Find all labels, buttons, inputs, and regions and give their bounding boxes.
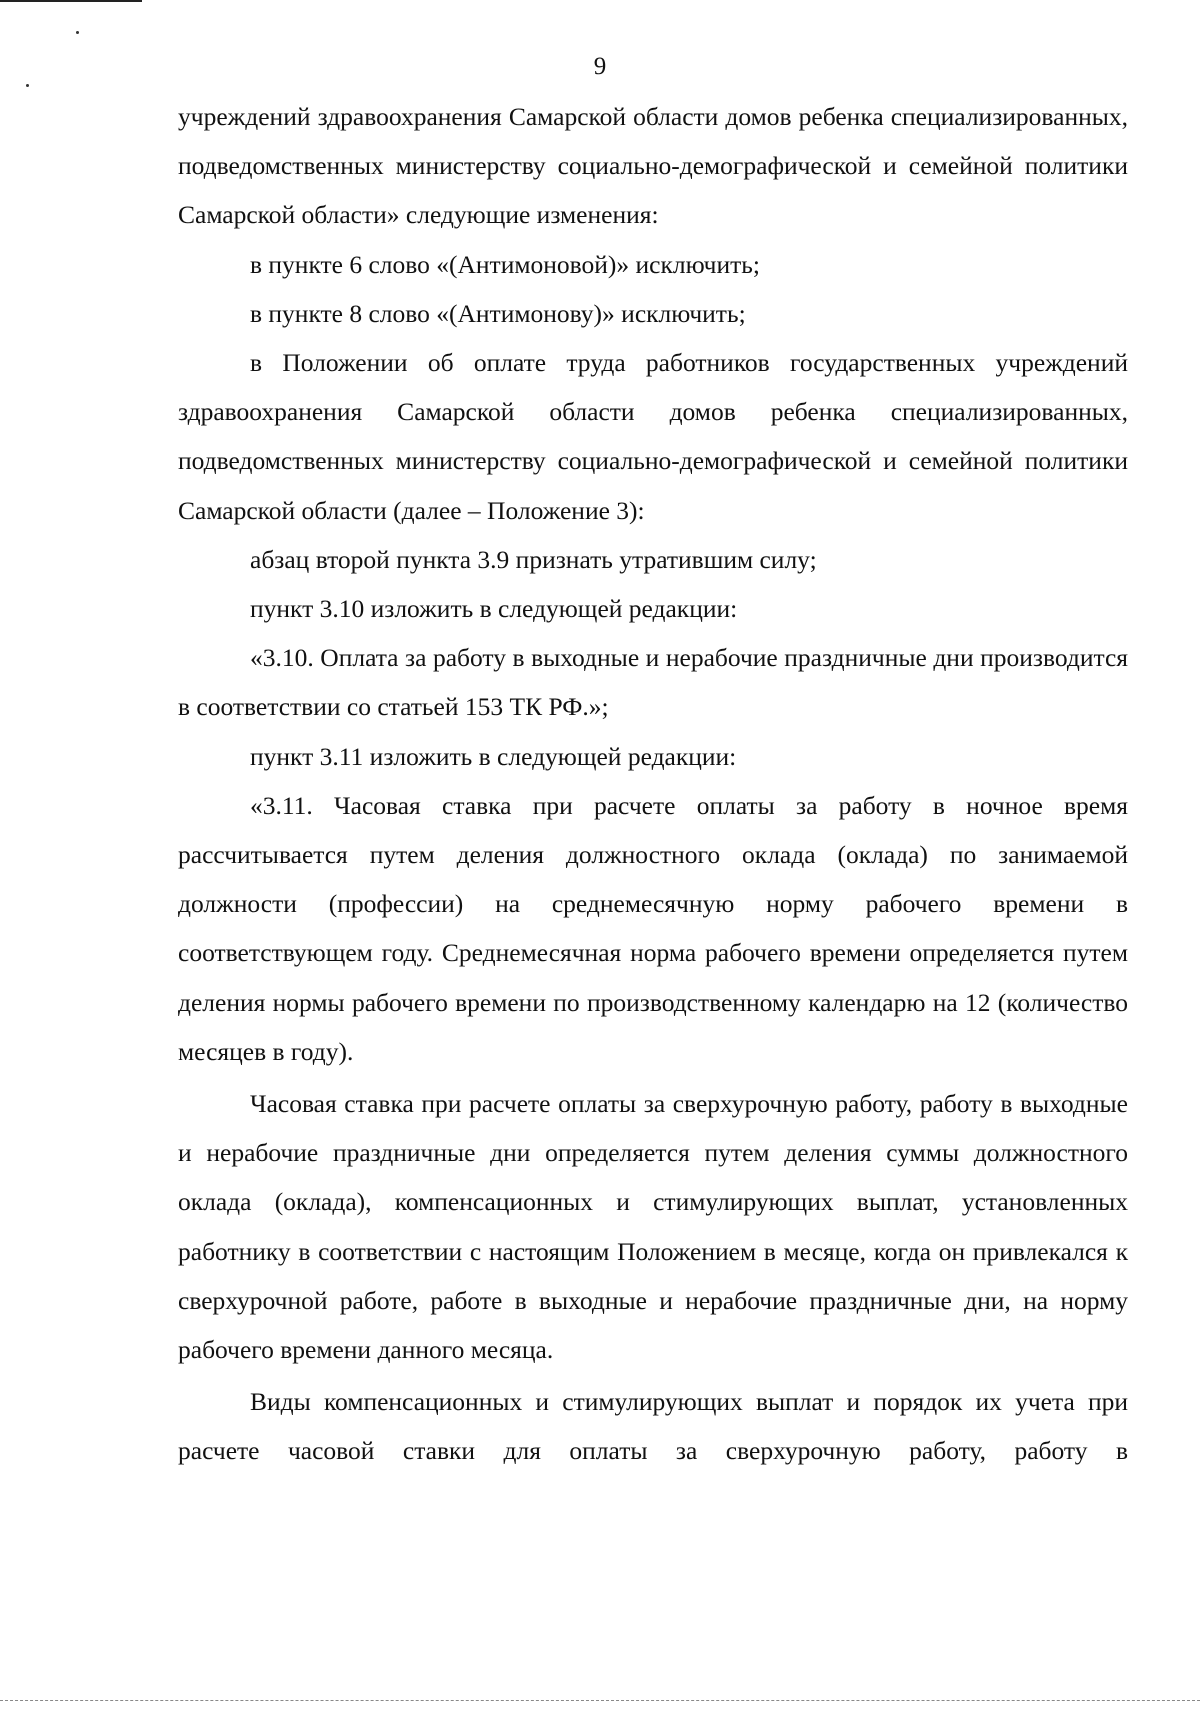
paragraph: Часовая ставка при расчете оплаты за сверхурочную работу, работу в выходные и нерабочие праздничные дни определяется путем деления суммы должностного оклада (оклада), компенсационных и стимулирующих выплат, установленных работнику в соответствии с настоящим Положением в месяце, когда он привлекался к сверхурочной работе, работе в выходные и нерабочие праздничные дни, на норму рабочего времени данного месяца. bbox=[178, 1089, 1128, 1365]
scan-dot bbox=[76, 31, 79, 34]
paragraph: в Положении об оплате труда работников государственных учреждений здравоохранения Самарской области домов ребенка специализированных, подведомственных министерству социально-демографической и семейной политики Самарской области (далее – Положение 3): bbox=[178, 348, 1128, 525]
paragraph: учреждений здравоохранения Самарской области домов ребенка специализированных, подведомственных министерству социально-демографической и семейной политики Самарской области» следующие изменения: bbox=[178, 102, 1128, 230]
paragraph: «3.11. Часовая ставка при расчете оплаты за работу в ночное время рассчитывается путем деления должностного оклада (оклада) по занимаемой должности (профессии) на среднемесячную норму рабочего времени в соответствующем году. Среднемесячная норма рабочего времени определяется путем деления нормы рабочего времени по производственному календарю на 12 (количество месяцев в году). bbox=[178, 790, 1128, 1066]
paragraph: в пункте 8 слово «(Антимонову)» исключить; bbox=[250, 298, 746, 328]
paragraph: «3.10. Оплата за работу в выходные и нерабочие праздничные дни производится в соответствии со статьей 153 ТК РФ.»; bbox=[178, 643, 1128, 722]
page-number: 9 bbox=[593, 53, 607, 80]
scan-bottom-rule bbox=[0, 1700, 1200, 1701]
paragraph: пункт 3.10 изложить в следующей редакции: bbox=[250, 594, 738, 624]
document-body bbox=[178, 92, 1128, 1476]
paragraph: Виды компенсационных и стимулирующих выплат и порядок их учета при расчете часовой ставки для оплаты за сверхурочную работу, работу в bbox=[178, 1387, 1128, 1466]
paragraph: в пункте 6 слово «(Антимоновой)» исключить; bbox=[250, 249, 760, 279]
scan-top-rule bbox=[0, 0, 142, 2]
scan-dot bbox=[26, 84, 29, 87]
paragraph: абзац второй пункта 3.9 признать утратившим силу; bbox=[250, 544, 817, 574]
paragraph: пункт 3.11 изложить в следующей редакции: bbox=[250, 741, 737, 771]
